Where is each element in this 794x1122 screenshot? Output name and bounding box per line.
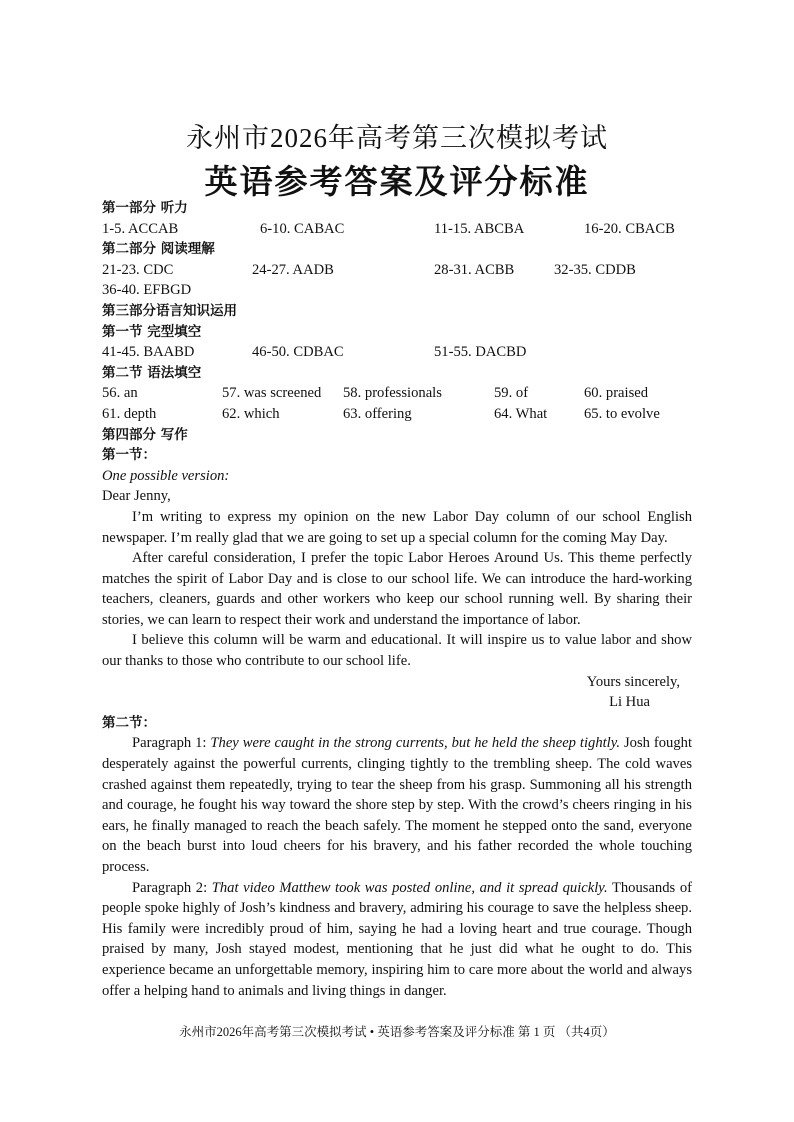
letter-signature: Li Hua	[609, 694, 650, 711]
letter-paragraph: I believe this column will be warm and educational. It will inspire us to value labor and show our thanks to those who contribute to our school life.	[102, 632, 692, 670]
paragraph-label: Paragraph 2:	[132, 879, 212, 896]
part2-heading: 第二部分 阅读理解	[102, 241, 215, 258]
answer-item: 61. depth	[102, 405, 157, 422]
answer-item: 6-10. CABAC	[260, 220, 345, 237]
grammar-answers-row2	[102, 404, 692, 425]
answer-item: 1-5. ACCAB	[102, 220, 179, 237]
given-sentence: They were caught in the strong currents, but he held the sheep tightly.	[210, 735, 621, 752]
answer-item: 41-45. BAABD	[102, 344, 195, 361]
answer-item: 63. offering	[343, 405, 412, 422]
given-sentence: That video Matthew took was posted online, and it spread quickly.	[211, 879, 608, 896]
letter-paragraph: I’m writing to express my opinion on the new Labor Day column of our school English newspaper. I’m really glad that we are going to set up a special column for the coming May Day.	[102, 508, 692, 546]
answer-item: 24-27. AADB	[252, 261, 334, 278]
answer-item: 51-55. DACBD	[434, 344, 527, 361]
answer-item: 11-15. ABCBA	[434, 220, 525, 237]
paragraph-body: Josh fought desperately against the powerful currents, clinging tightly to the trembling sheep. The cold waves crashed against them repeatedly, trying to tear the sheep from his grasp. Summoning all his strength and courage, he fought his way toward the shore step by step. With the crowd’s cheers ringing in his ears, he finally managed to reach the beach safely. The moment he stepped onto the sand, everyone on the beach burst into loud cheers for his bravery, and his father recorded the whole touching process.	[102, 735, 693, 875]
answer-item: 36-40. EFBGD	[102, 282, 192, 299]
answer-item: 56. an	[102, 385, 138, 402]
answer-item: 46-50. CDBAC	[252, 344, 344, 361]
continuation-paragraph-1	[102, 733, 692, 877]
grammar-answers-row1	[102, 383, 692, 404]
continuation-paragraph-2	[102, 878, 692, 1002]
writing-sec1-heading: 第一节：	[102, 447, 156, 464]
answer-item: 60. praised	[584, 385, 649, 402]
page-footer: 永州市2026年高考第三次模拟考试 • 英语参考答案及评分标准 第 1 页 （共4页）	[179, 1025, 615, 1039]
answer-item: 28-31. ACBB	[434, 261, 515, 278]
reading-answers	[102, 260, 692, 281]
cloze-heading: 第一节 完型填空	[102, 323, 202, 340]
answer-item: 21-23. CDC	[102, 261, 174, 278]
grammar-heading: 第二节 语法填空	[102, 364, 202, 381]
document-subtitle: 英语参考答案及评分标准	[204, 165, 590, 201]
answer-item: 59. of	[494, 385, 529, 402]
version-label: One possible version:	[102, 467, 230, 484]
listening-answers	[102, 219, 692, 240]
answer-item: 62. which	[222, 405, 280, 422]
answer-item: 65. to evolve	[584, 405, 660, 422]
answer-content	[102, 198, 692, 1001]
part1-heading: 第一部分 听力	[102, 200, 188, 216]
paragraph-body: Thousands of people spoke highly of Josh’s kindness and bravery, admiring his courage to save the helpless sheep. His family were incredibly proud of him, saying he had a loving heart and true courage. Though praised by many, Josh stayed modest, mentioning that he just did what he ought to do. This experience became an unforgettable memory, inspiring him to care more about the world and always offer a helping hand to animals and living things in danger.	[102, 879, 692, 999]
part3-heading: 第三部分语言知识运用	[102, 302, 237, 319]
paragraph-label: Paragraph 1:	[132, 735, 211, 752]
writing-sec2-heading: 第二节：	[102, 714, 156, 731]
exam-title: 永州市2026年高考第三次模拟考试	[186, 123, 608, 153]
letter-closing: Yours sincerely,	[586, 673, 680, 690]
answer-item: 64. What	[494, 405, 548, 422]
letter-greeting: Dear Jenny,	[102, 488, 171, 505]
answer-item: 57. was screened	[222, 385, 322, 402]
answer-item: 58. professionals	[343, 385, 442, 402]
cloze-answers	[102, 342, 692, 363]
answer-item: 16-20. CBACB	[584, 220, 675, 237]
part4-heading: 第四部分 写作	[102, 426, 188, 443]
letter-paragraph: After careful consideration, I prefer the topic Labor Heroes Around Us. This theme perfectly matches the spirit of Labor Day and is close to our school life. We can introduce the hard-working teachers, cleaners, guards and other workers who keep our school running well. By sharing their stories, we can learn to respect their work and understand the importance of labor.	[102, 550, 692, 628]
answer-item: 32-35. CDDB	[554, 261, 636, 278]
